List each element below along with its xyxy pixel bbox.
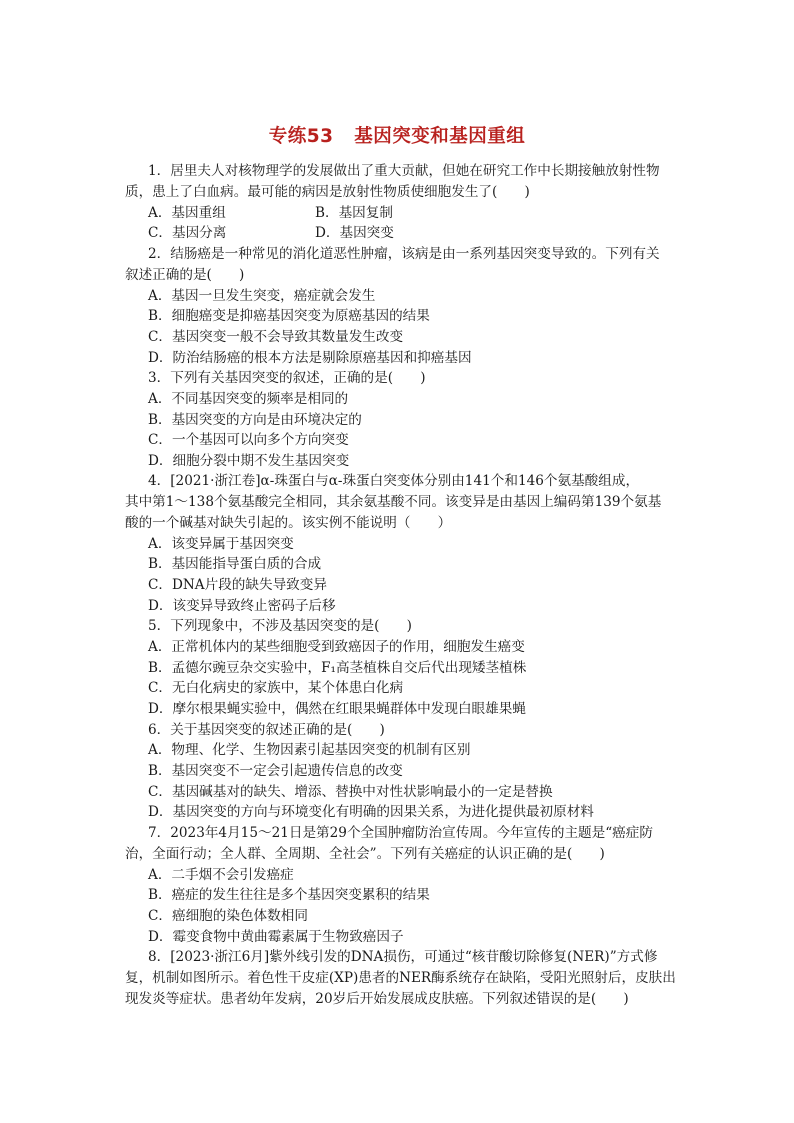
answer-option: B．癌症的发生往往是多个基因突变累积的结果 xyxy=(148,887,430,903)
answer-option: C．一个基因可以向多个方向突变 xyxy=(148,432,349,448)
title-topic: 基因突变和基因重组 xyxy=(354,126,526,147)
question-stem-line: 8．[2023·浙江6月]紫外线引发的DNA损伤，可通过“核苷酸切除修复(NER)”方式修 xyxy=(148,949,658,965)
question-stem-line: 3．下列有关基因突变的叙述，正确的是( ) xyxy=(148,370,426,386)
answer-option: B．孟德尔豌豆杂交实验中，F₁高茎植株自交后代出现矮茎植株 xyxy=(148,660,527,676)
question-stem-line: 1．居里夫人对核物理学的发展做出了重大贡献，但她在研究工作中长期接触放射性物 xyxy=(148,163,660,179)
answer-option: D．基因突变 xyxy=(315,225,394,241)
question-text-line: 其中第1～138个氨基酸完全相同，其余氨基酸不同。该变异是由基因上编码第139个氨基 xyxy=(125,494,662,510)
answer-option: A．基因重组 xyxy=(148,205,226,221)
answer-option: A．二手烟不会引发癌症 xyxy=(148,867,294,883)
question-text-line: 质，患上了白血病。最可能的病因是放射性物质使细胞发生了( ) xyxy=(125,184,530,200)
question-stem-line: 6．关于基因突变的叙述正确的是( ) xyxy=(148,722,385,738)
answer-option: B．基因突变不一定会引起遗传信息的改变 xyxy=(148,763,403,779)
answer-option: B．基因突变的方向是由环境决定的 xyxy=(148,412,362,428)
question-stem-line: 4．[2021·浙江卷]α-珠蛋白与α-珠蛋白突变体分别由141个和146个氨基酸组成， xyxy=(148,473,640,489)
answer-option: C．基因突变一般不会导致其数量发生改变 xyxy=(148,329,404,345)
answer-option: A．不同基因突变的频率是相同的 xyxy=(148,391,349,407)
answer-option: C．无白化病史的家族中，某个体患白化病 xyxy=(148,680,404,696)
answer-option: C．基因分离 xyxy=(148,225,227,241)
answer-option: A．物理、化学、生物因素引起基因突变的机制有区别 xyxy=(148,742,471,758)
question-stem-line: 5．下列现象中，不涉及基因突变的是( ) xyxy=(148,618,412,634)
answer-option: B．基因复制 xyxy=(315,205,393,221)
answer-option: A．该变异属于基因突变 xyxy=(148,536,294,552)
question-text-line: 现发炎等症状。患者幼年发病，20岁后开始发展成皮肤癌。下列叙述错误的是( ) xyxy=(125,991,629,1007)
title-number: 专练53 xyxy=(268,126,334,147)
answer-option: B．基因能指导蛋白质的合成 xyxy=(148,556,322,572)
answer-option: D．摩尔根果蝇实验中，偶然在红眼果蝇群体中发现白眼雄果蝇 xyxy=(148,701,526,717)
question-stem-line: 7．2023年4月15～21日是第29个全国肿瘤防治宣传周。今年宣传的主题是“癌症防 xyxy=(148,825,653,841)
answer-option: D．该变异导致终止密码子后移 xyxy=(148,598,336,614)
answer-option: C．DNA片段的缺失导致变异 xyxy=(148,577,327,593)
answer-option: C．基因碱基对的缺失、增添、替换中对性状影响最小的一定是替换 xyxy=(148,784,553,800)
question-text-line: 酸的一个碱基对缺失引起的。该实例不能说明（ ） xyxy=(125,515,452,531)
answer-option: A．基因一旦发生突变，癌症就会发生 xyxy=(148,288,376,304)
question-text-line: 叙述正确的是( ) xyxy=(125,267,245,283)
answer-option: A．正常机体内的某些细胞受到致癌因子的作用，细胞发生癌变 xyxy=(148,639,525,655)
question-text-line: 治，全面行动；全人群、全周期、全社会”。下列有关癌症的认识正确的是( ) xyxy=(125,846,605,862)
answer-option: D．细胞分裂中期不发生基因突变 xyxy=(148,453,350,469)
question-stem-line: 2．结肠癌是一种常见的消化道恶性肿瘤，该病是由一系列基因突变导致的。下列有关 xyxy=(148,246,660,262)
question-text-line: 复，机制如图所示。着色性干皮症(XP)患者的NER酶系统存在缺陷，受阳光照射后，皮肤出 xyxy=(125,970,676,986)
answer-option: D．基因突变的方向与环境变化有明确的因果关系，为进化提供最初原材料 xyxy=(148,804,594,820)
page-title xyxy=(0,122,794,148)
answer-option: D．霉变食物中黄曲霉素属于生物致癌因子 xyxy=(148,929,404,945)
answer-option: B．细胞癌变是抑癌基因突变为原癌基因的结果 xyxy=(148,308,430,324)
answer-option: C．癌细胞的染色体数相同 xyxy=(148,908,308,924)
answer-option: D．防治结肠癌的根本方法是剔除原癌基因和抑癌基因 xyxy=(148,350,472,366)
